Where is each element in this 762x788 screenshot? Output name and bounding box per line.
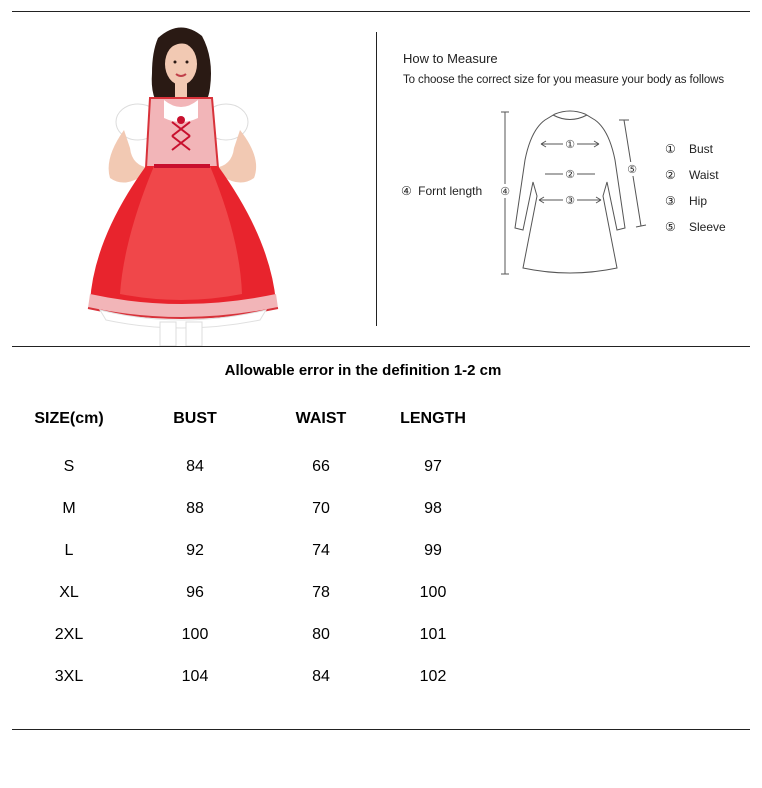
legend-number: ① (665, 142, 676, 156)
cell-size: 3XL (54, 668, 84, 685)
measure-subtitle: To choose the correct size for you measure your body as follows (403, 74, 724, 86)
cell-length: 99 (424, 542, 442, 559)
size-table (12, 404, 512, 698)
legend-number: ② (665, 168, 676, 182)
cell-size: XL (59, 584, 79, 601)
legend-item-bust (665, 136, 726, 162)
cell-bust: 100 (181, 626, 209, 643)
header-waist: WAIST (295, 410, 347, 427)
middle-divider (12, 346, 750, 347)
cell-waist: 74 (312, 542, 330, 559)
cell-bust: 92 (186, 542, 204, 559)
table-row (12, 446, 512, 488)
table-header-row (12, 404, 512, 446)
legend-label: Bust (689, 142, 714, 156)
table-row (12, 530, 512, 572)
cell-length: 100 (419, 584, 447, 601)
cell-size: 2XL (54, 626, 84, 643)
table-row (12, 572, 512, 614)
legend-item-hip (665, 188, 726, 214)
cell-size: L (64, 542, 74, 559)
legend-number: ③ (665, 194, 676, 208)
cell-waist: 80 (312, 626, 330, 643)
table-row (12, 488, 512, 530)
cell-bust: 104 (181, 668, 209, 685)
cell-bust: 84 (186, 458, 204, 475)
cell-waist: 70 (312, 500, 330, 517)
top-divider (12, 11, 750, 12)
dress-outline (515, 111, 625, 273)
product-photo (80, 18, 290, 346)
header-size: SIZE(cm) (34, 410, 104, 427)
cell-length: 102 (419, 668, 447, 685)
diagram-mark-4: ④ (500, 185, 510, 198)
diagram-mark-1: ① (565, 138, 575, 151)
legend-label: Waist (689, 168, 719, 182)
legend-number: ⑤ (665, 220, 676, 234)
cell-length: 98 (424, 500, 442, 517)
front-length-text: Fornt length (418, 184, 483, 198)
cell-waist: 66 (312, 458, 330, 475)
cell-bust: 96 (186, 584, 204, 601)
cell-size: M (62, 500, 76, 517)
table-row (12, 656, 512, 698)
diagram-mark-2: ② (565, 168, 575, 181)
cell-length: 97 (424, 458, 442, 475)
measure-legend (665, 136, 726, 240)
header-length: LENGTH (400, 410, 466, 427)
diagram-mark-3: ③ (565, 194, 575, 207)
cell-length: 101 (419, 626, 447, 643)
cell-size: S (63, 458, 75, 475)
legend-item-waist (665, 162, 726, 188)
cell-bust: 88 (186, 500, 204, 517)
front-length-number: ④ (401, 184, 412, 198)
legend-label: Hip (689, 194, 708, 208)
header-bust: BUST (173, 410, 217, 427)
cell-waist: 84 (312, 668, 330, 685)
measure-title: How to Measure (403, 51, 498, 66)
tolerance-note: Allowable error in the definition 1-2 cm (224, 362, 502, 379)
legend-label: Sleeve (689, 220, 726, 234)
legend-item-sleeve (665, 214, 726, 240)
vertical-divider (376, 32, 377, 326)
cell-waist: 78 (312, 584, 330, 601)
bottom-divider (12, 729, 750, 730)
table-row (12, 614, 512, 656)
front-length-label (401, 184, 482, 198)
diagram-mark-5: ⑤ (627, 163, 637, 176)
